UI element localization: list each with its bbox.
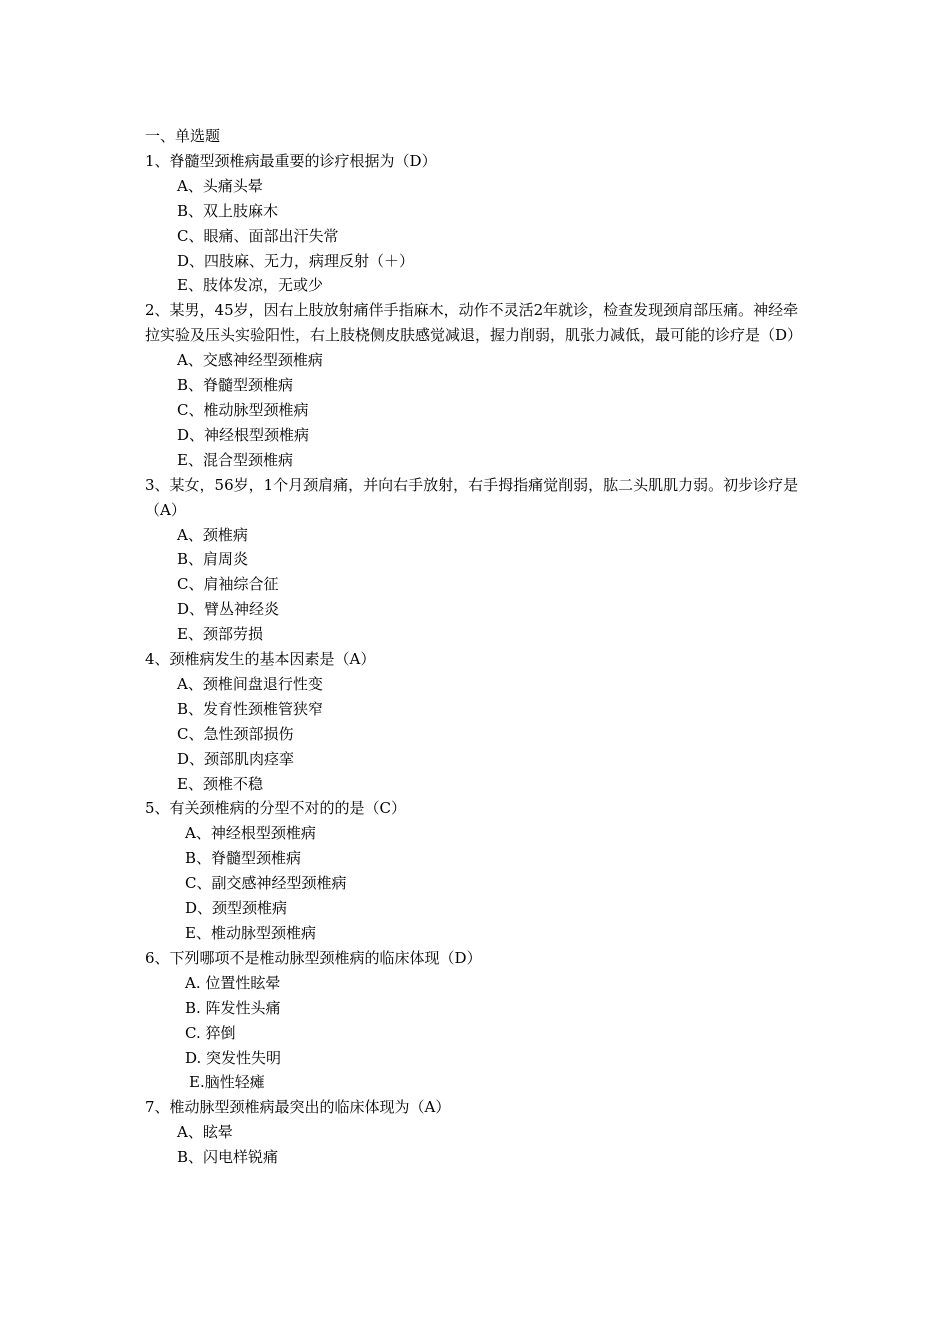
question-stem-3: 3、某女，56岁，1个月颈肩痛，并向右手放射，右手拇指痛觉削弱，肱二头肌肌力弱。初步诊疗是（A） [145,475,799,519]
question-stem-2: 2、某男，45岁，因右上肢放射痛伴手指麻木，动作不灵活2年就诊，检查发现颈肩部压痛。神经牵拉实验及压头实验阳性，右上肢桡侧皮肤感觉减退，握力削弱，肌张力减低，最可能的诊疗是（D） [145,301,803,345]
question-option: D、臂丛神经炎 [177,600,280,619]
question-option: E.脑性轻瘫 [189,1073,265,1092]
question-option: E、椎动脉型颈椎病 [185,924,316,942]
question-option: B. 阵发性头痛 [185,998,281,1017]
question-option: A、颈椎间盘退行性变 [177,674,323,693]
question-option: D、四肢麻、无力，病理反射（＋） [177,251,415,270]
question-option: C. 猝倒 [185,1023,236,1042]
question-option: D、神经根型颈椎病 [177,425,310,444]
question-option: E、颈椎不稳 [177,774,263,793]
question-option: E、混合型颈椎病 [177,450,293,469]
question-option: B、双上肢麻木 [177,201,279,220]
question-option: A、交感神经型颈椎病 [177,351,323,370]
question-option: D、颈型颈椎病 [185,899,288,918]
question-stem-5: 5、有关颈椎病的分型不对的的是（C） [145,799,407,818]
question-stem-7: 7、椎动脉型颈椎病最突出的临床体现为（A） [145,1098,451,1117]
question-option: C、副交感神经型颈椎病 [185,874,347,893]
document-page [145,124,810,1170]
question-option: C、椎动脉型颈椎病 [177,400,309,419]
question-option: C、眼痛、面部出汗失常 [177,226,339,245]
question-option: B、肩周炎 [177,550,249,569]
section-title: 一、单选题 [145,127,221,145]
question-option: D、颈部肌肉痉挛 [177,749,295,768]
question-option: B、脊髓型颈椎病 [185,849,302,868]
question-option: D. 突发性失明 [185,1048,282,1067]
question-stem-1: 1、脊髓型颈椎病最重要的诊疗根据为（D） [145,151,437,170]
question-option: C、肩袖综合征 [177,575,279,594]
question-option: B、闪电样锐痛 [177,1148,279,1167]
question-option: B、脊髓型颈椎病 [177,376,294,395]
question-option: E、颈部劳损 [177,625,263,644]
question-option: E、肢体发凉，无或少 [177,276,323,295]
question-stem-4: 4、颈椎病发生的基本因素是（A） [145,650,376,669]
question-option: B、发育性颈椎管狭窄 [177,699,324,718]
question-option: A、神经根型颈椎病 [185,824,316,843]
question-option: A、颈椎病 [177,525,248,544]
question-option: A、头痛头晕 [177,176,263,195]
question-stem-6: 6、下列哪项不是椎动脉型颈椎病的临床体现（D） [145,948,482,967]
question-option: C、急性颈部损伤 [177,724,294,743]
question-option: A、眩晕 [177,1123,233,1142]
question-option: A. 位置性眩晕 [185,973,281,992]
